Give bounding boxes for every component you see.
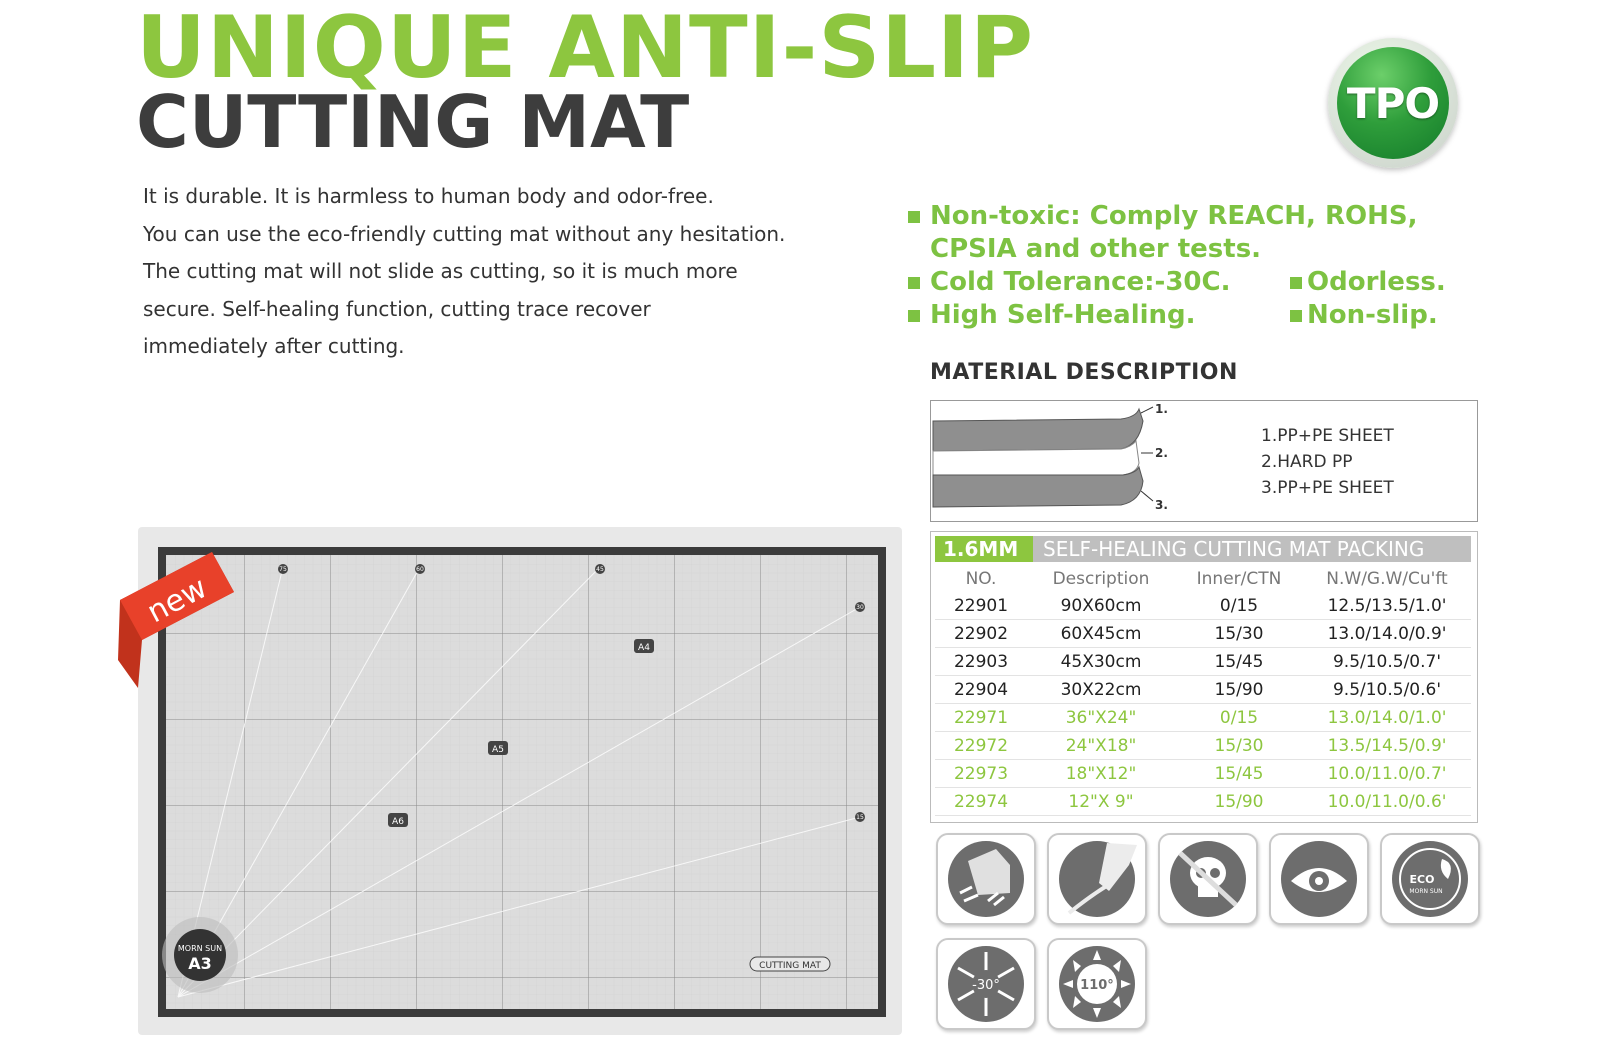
intro-line: secure. Self-healing function, cutting trace recover <box>143 296 651 321</box>
eye-icon <box>1271 835 1367 923</box>
packing-grid <box>935 566 1471 816</box>
intro-line: You can use the eco-friendly cutting mat without any hesitation. <box>143 221 786 246</box>
cell-desc: 60X45cm <box>1027 620 1175 648</box>
table-row <box>935 704 1471 732</box>
bullet-icon <box>908 277 920 289</box>
self-healing-tile <box>1047 833 1147 925</box>
packing-title: SELF-HEALING CUTTING MAT PACKING <box>1043 537 1425 561</box>
table-row <box>935 760 1471 788</box>
cell-inner: 0/15 <box>1175 592 1303 620</box>
intro-line: immediately after cutting. <box>143 334 405 358</box>
anti-slip-tile <box>936 833 1036 925</box>
cell-inner: 0/15 <box>1175 704 1303 732</box>
brand-text: MORN SUN <box>177 944 223 953</box>
skull-icon <box>1160 835 1256 923</box>
marker-3: 3. <box>1155 498 1168 512</box>
col-header-inner: Inner/CTN <box>1196 569 1282 589</box>
sun-icon <box>1049 940 1145 1028</box>
packing-header <box>935 536 1471 562</box>
anti-slip-icon <box>938 835 1034 923</box>
layer-label: 1.PP+PE SHEET <box>1261 426 1394 446</box>
cell-inner: 15/45 <box>1175 648 1303 676</box>
intro-line: It is durable. It is harmless to human body and odor-free. <box>143 184 714 208</box>
cell-desc: 30X22cm <box>1027 676 1175 704</box>
cell-weight: 12.5/13.5/1.0' <box>1303 592 1471 620</box>
cell-no: 22972 <box>935 732 1027 760</box>
intro-line: The cutting mat will not slide as cutting, so it is much more <box>143 259 738 283</box>
table-row <box>935 676 1471 704</box>
angle-mark: 15 <box>856 814 864 821</box>
cell-no: 22901 <box>935 592 1027 620</box>
cell-weight: 13.0/14.0/1.0' <box>1303 704 1471 732</box>
bullet-icon <box>1290 310 1302 322</box>
cell-weight: 9.5/10.5/0.6' <box>1303 676 1471 704</box>
marker-label: A5 <box>492 745 504 755</box>
eco-text: ECO <box>1409 873 1435 886</box>
marker-a5 <box>488 741 508 755</box>
cell-desc: 90X60cm <box>1027 592 1175 620</box>
cell-desc: 12"X 9" <box>1027 788 1175 816</box>
cell-desc: 36"X24" <box>1027 704 1175 732</box>
title-line-1: UNIQUE ANTI-SLIP <box>136 0 1035 98</box>
table-row <box>935 732 1471 760</box>
marker-a6 <box>388 813 408 827</box>
angle-mark: 75 <box>279 566 287 573</box>
cell-inner: 15/45 <box>1175 760 1303 788</box>
bullet-icon <box>908 310 920 322</box>
tpo-badge-text: TPO <box>1346 79 1440 128</box>
cell-inner: 15/30 <box>1175 620 1303 648</box>
angle-mark: 30 <box>856 604 864 611</box>
material-diagram <box>930 400 1478 522</box>
self-healing-icon <box>1049 835 1145 923</box>
cell-weight: 9.5/10.5/0.7' <box>1303 648 1471 676</box>
cell-no: 22904 <box>935 676 1027 704</box>
marker-1: 1. <box>1155 402 1168 416</box>
eco-leaf-icon <box>1382 835 1478 923</box>
heat-temp-text: 110° <box>1080 978 1114 993</box>
marker-a4 <box>634 639 654 653</box>
cell-no: 22902 <box>935 620 1027 648</box>
feature-list <box>930 200 1490 340</box>
cell-desc: 45X30cm <box>1027 648 1175 676</box>
size-badge <box>162 917 238 993</box>
cell-weight: 13.0/14.0/0.9' <box>1303 620 1471 648</box>
feature-cold-tolerance: Cold Tolerance:-30C. <box>930 267 1231 297</box>
cell-inner: 15/30 <box>1175 732 1303 760</box>
feature-non-slip: Non-slip. <box>1307 300 1438 330</box>
eco-brand-text: MORN SUN <box>1409 888 1443 895</box>
cell-weight: 10.0/11.0/0.6' <box>1303 788 1471 816</box>
cell-desc: 24"X18" <box>1027 732 1175 760</box>
cell-desc: 18"X12" <box>1027 760 1175 788</box>
cell-inner: 15/90 <box>1175 788 1303 816</box>
material-legend <box>1261 423 1394 501</box>
table-row <box>935 592 1471 620</box>
cutting-mat-image <box>138 527 902 1035</box>
table-row <box>935 620 1471 648</box>
cell-no: 22974 <box>935 788 1027 816</box>
non-toxic-tile <box>1158 833 1258 925</box>
material-heading: MATERIAL DESCRIPTION <box>930 360 1238 385</box>
cell-inner: 15/90 <box>1175 676 1303 704</box>
cell-no: 22973 <box>935 760 1027 788</box>
bullet-icon <box>1290 277 1302 289</box>
marker-2: 2. <box>1155 446 1168 460</box>
feature-nontoxic: Non-toxic: Comply REACH, ROHS, <box>930 201 1418 231</box>
layer-label: 2.HARD PP <box>1261 452 1353 472</box>
new-ribbon <box>116 548 246 698</box>
cold-tolerance-tile <box>936 938 1036 1030</box>
layer-label: 3.PP+PE SHEET <box>1261 478 1394 498</box>
heat-tolerance-tile <box>1047 938 1147 1030</box>
size-text: A3 <box>188 954 212 973</box>
snowflake-icon <box>938 940 1034 1028</box>
feature-odorless: Odorless. <box>1307 267 1446 297</box>
mat-label <box>750 957 830 971</box>
title-line-2: CUTTING MAT <box>136 80 690 164</box>
mat-label-text: CUTTING MAT <box>759 961 821 971</box>
col-header-no: NO. <box>965 569 997 589</box>
col-header-weight: N.W/G.W/Cu'ft <box>1326 569 1448 589</box>
angle-mark: 45 <box>596 566 604 573</box>
marker-label: A4 <box>638 643 650 653</box>
new-text: new <box>141 570 213 631</box>
bullet-icon <box>908 211 920 223</box>
eco-tile <box>1380 833 1480 925</box>
table-row <box>935 788 1471 816</box>
packing-table <box>930 531 1478 823</box>
tpo-badge <box>1328 38 1458 168</box>
cell-no: 22971 <box>935 704 1027 732</box>
cutting-mat-svg <box>138 527 902 1035</box>
feature-nontoxic-cont: CPSIA and other tests. <box>930 234 1262 264</box>
cold-temp-text: -30° <box>972 978 1000 993</box>
thickness-badge: 1.6MM <box>935 536 1033 562</box>
odorless-tile <box>1269 833 1369 925</box>
table-row <box>935 648 1471 676</box>
angle-mark: 60 <box>416 566 424 573</box>
feature-self-healing: High Self-Healing. <box>930 300 1196 330</box>
col-header-description: Description <box>1052 569 1150 589</box>
marker-label: A6 <box>392 817 404 827</box>
header-row <box>935 566 1471 592</box>
cell-weight: 13.5/14.5/0.9' <box>1303 732 1471 760</box>
cell-no: 22903 <box>935 648 1027 676</box>
cell-weight: 10.0/11.0/0.7' <box>1303 760 1471 788</box>
intro-paragraph <box>143 178 883 366</box>
layer-diagram <box>931 401 1261 521</box>
tpo-badge-inner <box>1337 47 1449 159</box>
